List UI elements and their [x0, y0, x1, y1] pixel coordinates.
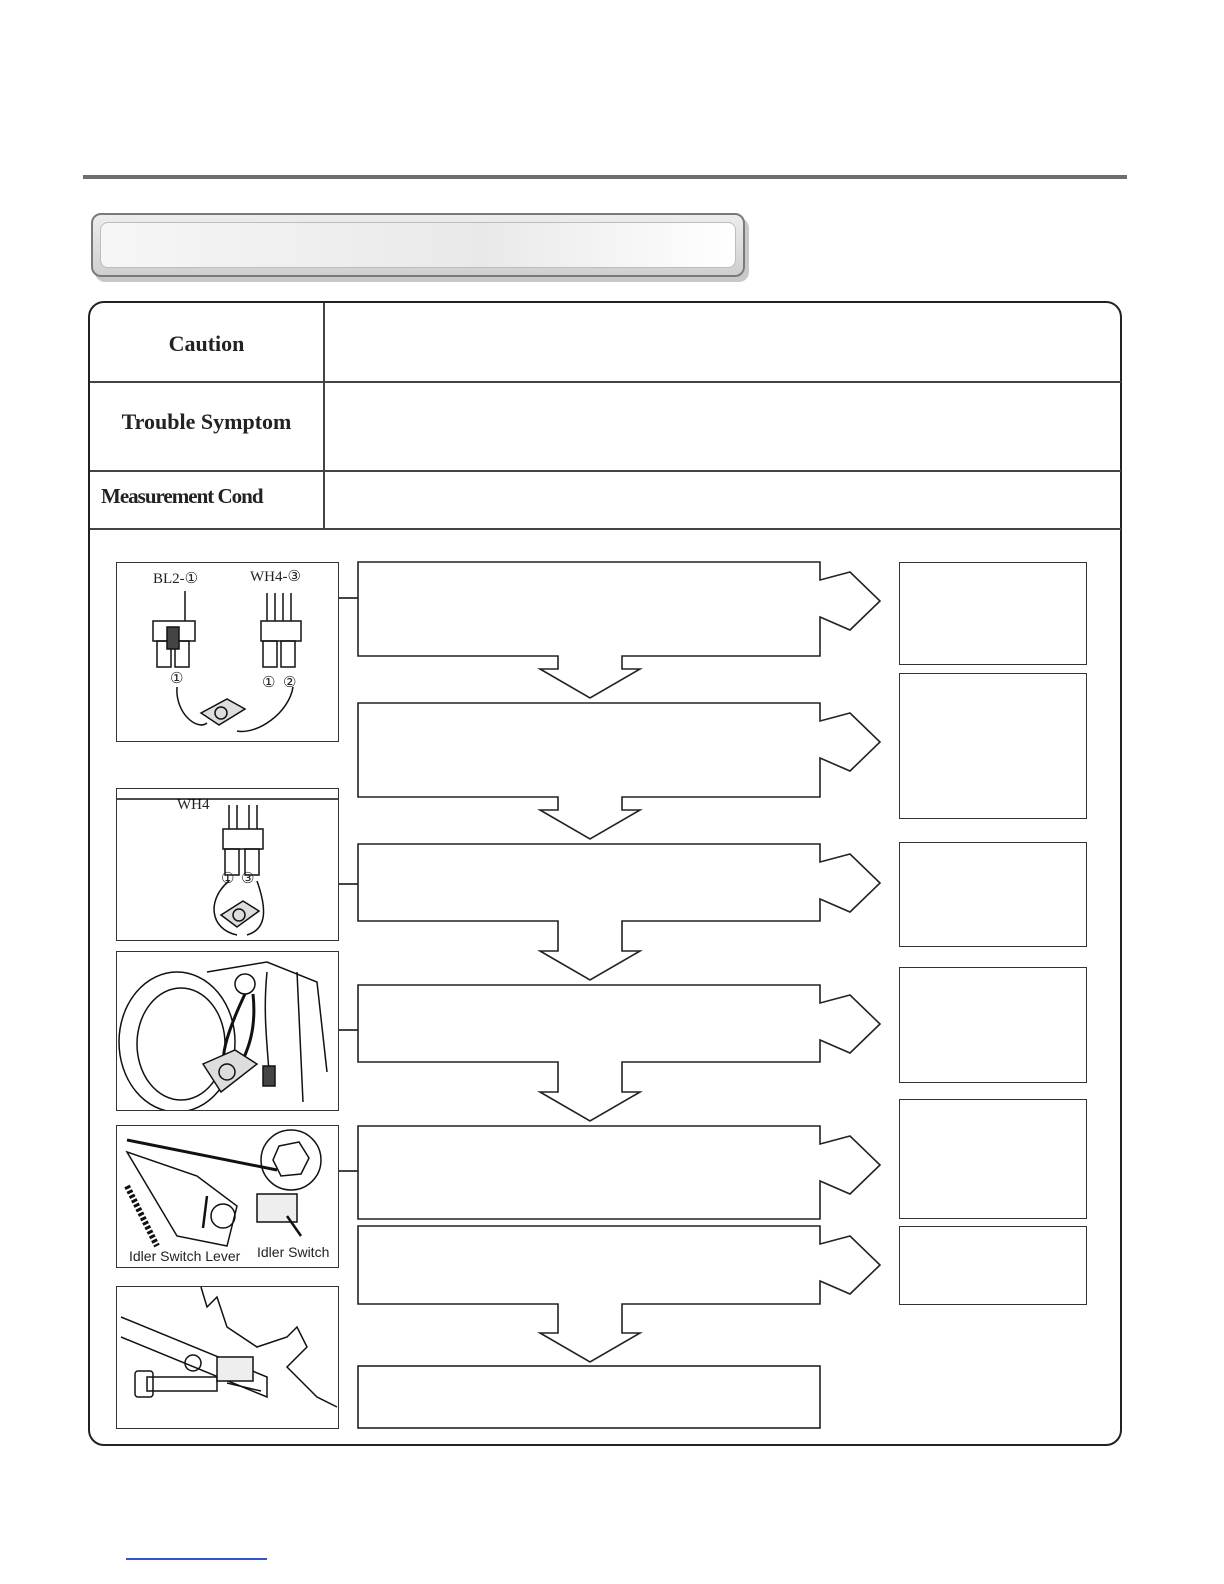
- measurement-condition-label: Measurement Cond: [101, 484, 263, 508]
- fig1-right-label: WH4-③: [250, 569, 301, 585]
- result-box-3: [899, 842, 1087, 947]
- fig2-pin-a: ①: [221, 871, 235, 887]
- caution-label: Caution: [168, 331, 245, 356]
- fig2-connector-label: WH4: [177, 797, 210, 813]
- figure-switch-bracket: [116, 1286, 339, 1429]
- figure-drum-wiring: [116, 951, 339, 1111]
- fig1-pin-right-a: ①: [262, 675, 276, 691]
- result-box-2: [899, 673, 1087, 819]
- step-6-box: [358, 1226, 880, 1362]
- fig2-pin-b: ③: [241, 871, 255, 887]
- result-box-5: [899, 1099, 1087, 1219]
- trouble-symptom-label: Trouble Symptom: [121, 409, 292, 434]
- step-5-box: [358, 1126, 880, 1219]
- result-box-4: [899, 967, 1087, 1083]
- table-row-divider-3: [90, 528, 1121, 530]
- step-1-box: [358, 562, 880, 698]
- table-row-divider-1: [90, 381, 1121, 383]
- final-step-box: [358, 1366, 820, 1428]
- fig1-left-label: BL2-①: [153, 571, 199, 587]
- footer-link-underline[interactable]: [126, 1558, 267, 1560]
- section-title-banner-inner: [100, 222, 736, 268]
- connector-diagram-2: [117, 789, 338, 940]
- step-3-box: [358, 844, 880, 980]
- fig1-pin-right-b: ②: [283, 675, 297, 691]
- result-box-1: [899, 562, 1087, 665]
- step-2-box: [358, 703, 880, 839]
- figure-connector-bl2-wh4: [116, 562, 339, 742]
- figure-connector-wh4: [116, 788, 339, 941]
- section-title-banner: [91, 213, 745, 277]
- idler-switch-label: Idler Switch: [257, 1244, 330, 1260]
- top-rule: [83, 175, 1127, 179]
- step-4-box: [358, 985, 880, 1121]
- switch-bracket-illustration: [117, 1287, 338, 1428]
- flowchart-steps: [350, 555, 890, 1435]
- result-box-6: [899, 1226, 1087, 1305]
- connector-diagram-1: [117, 563, 338, 741]
- idler-switch-lever-label: Idler Switch Lever: [129, 1248, 241, 1264]
- figure-idler-switch: [116, 1125, 339, 1268]
- table-row-divider-2: [90, 470, 1121, 472]
- table-divider-vertical: [323, 303, 325, 529]
- fig1-pin-left: ①: [170, 671, 184, 687]
- drum-wiring-illustration: [117, 952, 338, 1110]
